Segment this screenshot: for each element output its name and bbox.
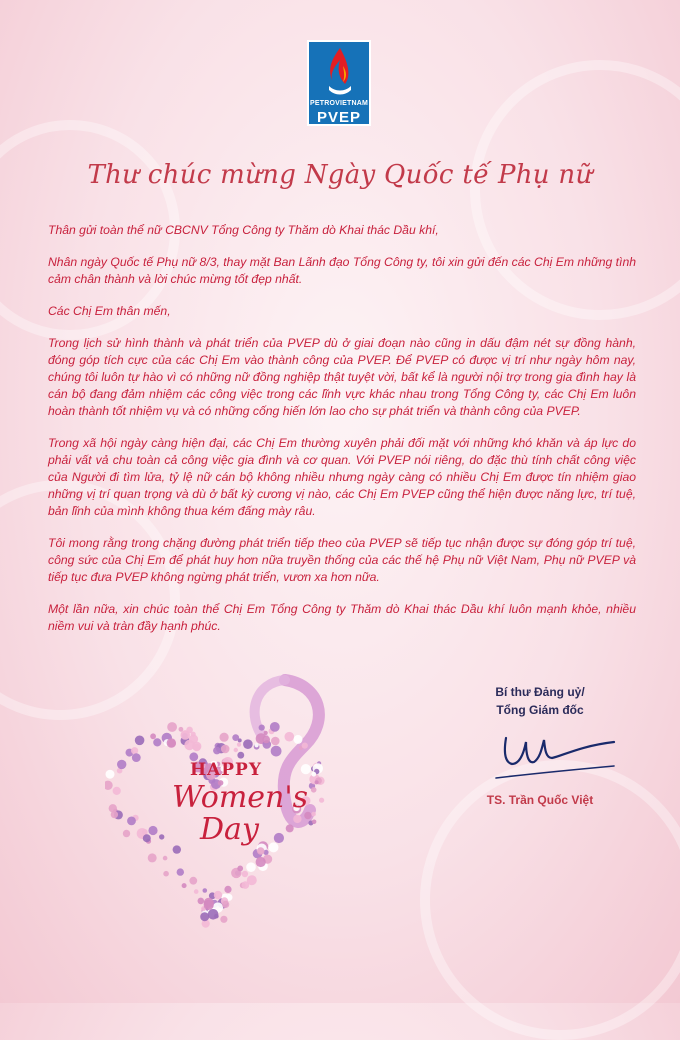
flower-petal: [203, 888, 208, 893]
pvep-logo: [307, 40, 371, 126]
day-text: Day: [200, 812, 259, 847]
flower-petal: [247, 875, 257, 885]
flower-petal: [163, 871, 169, 877]
flower-petal: [153, 738, 161, 746]
signer-name: TS. Trần Quốc Việt: [486, 793, 594, 807]
signer-title-line: Bí thư Đảng uỷ/: [495, 685, 585, 699]
flower-petal: [302, 743, 308, 749]
flower-petal: [271, 737, 280, 746]
flower-petal: [311, 812, 316, 817]
letter-paragraph: Nhân ngày Quốc tế Phụ nữ 8/3, thay mặt Ban Lãnh đạo Tổng Công ty, tôi xin gửi đến các Chị Em những tình cảm chân thành và lời chúc mừng tốt đẹp nhất.: [48, 255, 636, 286]
flower-petal: [294, 735, 303, 744]
letter-title: Thư chúc mừng Ngày Quốc tế Phụ nữ: [87, 160, 593, 190]
letter-body: [48, 222, 636, 650]
flower-petal: [232, 734, 239, 741]
flower-petal: [163, 856, 168, 861]
flower-petal: [286, 824, 294, 832]
flower-petal: [173, 845, 181, 853]
flower-petal: [262, 736, 270, 744]
logo-pvep-text: PVEP: [316, 109, 362, 126]
flower-petal: [142, 829, 148, 835]
flower-petal: [148, 826, 157, 835]
flower-petal: [269, 842, 279, 852]
letter-paragraph: Trong lịch sử hình thành và phát triển của PVEP dù ở giai đoạn nào cũng in dấu đậm nét sự đồng hành, đóng góp tích cực của các Chị Em vào thành công của PVEP. Để PVEP có được vị trí như ngày hôm nay, chúng tôi luôn tự hào vì có những nữ đồng nghiệp thật tuyệt vời, bất kể là người nội trợ trong gia đình hay là cán bộ đang đảm nhiệm các công việc trong các lĩnh vực khác nhau trong Tổng Công ty, các Chị Em luôn hoàn thành tốt nhiệm vụ và có những cống hiến lớn lao cho sự phát triển và thành công của PVEP.: [48, 336, 636, 418]
flower-petal: [214, 891, 222, 899]
flower-petal: [274, 833, 284, 843]
flower-petal: [312, 820, 317, 825]
flower-petal: [208, 909, 219, 920]
flower-petal: [177, 868, 184, 875]
flower-petal: [311, 787, 317, 793]
flower-petal: [213, 747, 221, 755]
flower-petal: [184, 740, 194, 750]
flower-petal: [194, 889, 199, 894]
flower-petal: [105, 781, 113, 790]
flower-petal: [143, 834, 151, 842]
flower-petal: [222, 901, 229, 908]
flower-petal: [237, 752, 244, 759]
flower-petal: [255, 743, 259, 747]
flower-petal: [167, 722, 177, 732]
letter-paragraph: Các Chị Em thân mến,: [48, 304, 171, 318]
flower-petal: [135, 736, 145, 746]
flower-petal: [182, 883, 187, 888]
flower-petal: [159, 834, 164, 839]
flower-petal: [181, 730, 191, 740]
flower-petal: [221, 745, 230, 754]
letter-greeting: Thân gửi toàn thể nữ CBCNV Tổng Công ty Thăm dò Khai thác Dầu khí,: [48, 223, 439, 237]
signer-title-line: Tổng Giám đốc: [496, 703, 584, 717]
flower-petal: [220, 733, 229, 742]
flower-petal: [123, 830, 130, 837]
happy-text: HAPPY: [190, 760, 262, 780]
flower-petal: [264, 731, 268, 735]
flower-petal: [237, 743, 241, 747]
flower-petal: [224, 886, 231, 893]
signer-title: [470, 683, 610, 719]
flower-petal: [301, 764, 311, 774]
flower-petal: [319, 798, 324, 803]
flame-icon: [323, 46, 357, 98]
flower-petal: [315, 780, 319, 784]
flower-petal: [234, 748, 238, 752]
flower-petal: [179, 727, 184, 732]
flower-petal: [257, 847, 265, 855]
flower-petal: [242, 871, 248, 877]
flower-petal: [106, 770, 115, 779]
flower-petal: [148, 853, 157, 862]
flower-petal: [259, 725, 265, 731]
flower-petal: [131, 747, 138, 754]
letter-paragraph: Tôi mong rằng trong chặng đường phát triển tiếp theo của PVEP sẽ tiếp tục nhận được sự đóng góp trí tuệ, công sức của Chị Em để phát huy hơn nữa truyền thống của các thế hệ Phụ nữ Việt Nam, Phụ nữ PVEP và tiếp tục đưa PVEP không ngừng phát triển, vươn xa hơn nữa.: [48, 536, 636, 584]
flower-petal: [198, 898, 205, 905]
flower-petal: [189, 877, 197, 885]
flower-petal: [150, 733, 156, 739]
flower-petal: [167, 738, 176, 747]
flower-petal: [270, 722, 280, 732]
flower-petal: [111, 811, 118, 818]
handwritten-signature: [490, 728, 620, 784]
flower-petal: [243, 739, 253, 749]
flower-petal: [256, 857, 266, 867]
flower-petal: [204, 900, 214, 910]
flower-petal: [113, 787, 121, 795]
flower-petal: [200, 912, 209, 921]
letter-paragraph: Trong xã hội ngày càng hiện đại, các Chị Em thường xuyên phải đối mặt với những khó khăn và áp lực do phải vất vả chu toàn cả công việc gia đình và cơ quan. Với PVEP nói riêng, do đặc thù tính chất công việc của Người đi tìm lửa, tỷ lệ nữ cán bộ không nhiều nhưng ngày càng có nhiều Chị Em được tín nhiệm giao những vị trí quan trọng và dù ở bất kỳ cương vị nào, các Chị Em PVEP cũng thể hiện được năng lực, trí tuệ, bản lĩnh của mình không thua kém đấng mày râu.: [48, 436, 636, 518]
flower-petal: [117, 760, 126, 769]
flower-petal: [271, 746, 282, 757]
logo-petrovietnam-text: PETROVIETNAM: [309, 100, 368, 107]
womens-text: Women's: [172, 780, 309, 815]
flower-petal: [293, 815, 301, 823]
flower-petal: [237, 866, 243, 872]
flower-petal: [311, 772, 316, 777]
flower-petal: [285, 732, 295, 742]
flower-petal: [220, 916, 227, 923]
flower-petal: [127, 817, 136, 826]
letter-paragraph: Một lần nữa, xin chúc toàn thể Chị Em Tổng Công ty Thăm dò Khai thác Dầu khí luôn mạnh khỏe, nhiều niềm vui và tràn đầy hạnh phúc.: [48, 602, 636, 633]
flower-petal: [132, 753, 141, 762]
flower-petal: [246, 862, 256, 872]
